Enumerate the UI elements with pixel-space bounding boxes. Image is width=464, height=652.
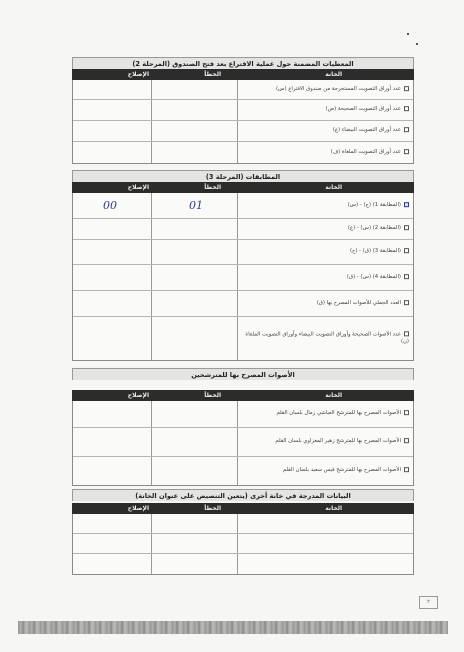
table-row [73, 317, 413, 360]
header-correction: الإصلاح [127, 505, 149, 512]
page-number: ٢ [419, 596, 438, 609]
header-error: الخطأ [204, 505, 221, 512]
table-row [73, 142, 413, 163]
table-row [73, 291, 413, 317]
table-row [73, 100, 413, 121]
row-label: عدد أوراق التصويت الملغاة (ف) [244, 149, 409, 157]
scan-speck [416, 43, 418, 45]
row-label: العدد الجملي للأصوات المصرح بها (ق) [244, 300, 409, 308]
row-label: الأصوات المصرح بها للمترشح زهير المغزاوي بلسان القلم [244, 438, 409, 446]
table-header [72, 182, 414, 193]
row-label: (المطابقة 3) (ق) - (ج) [244, 248, 409, 256]
table-row [73, 401, 413, 428]
row-label: عدد أوراق التصويت البيضاء (ع) [244, 127, 409, 135]
row-label: عدد أوراق التصويت المستخرجة من صندوق الاقتراع (س) [244, 86, 409, 94]
checkbox[interactable] [404, 274, 409, 279]
header-item: الخانة [325, 184, 342, 191]
table-row [73, 80, 413, 100]
table-header [72, 503, 414, 514]
table-row [73, 121, 413, 142]
row-label: الأصوات المصرح بها للمترشح قيس سعيد بلسان القلم [244, 467, 409, 475]
handwritten-correction: 00 [103, 199, 117, 212]
table-stage3 [72, 193, 414, 361]
checkbox[interactable] [404, 300, 409, 305]
section-title-stage2: المعطيات المضمنة حول عملية الاقتراع بعد فتح الصندوق (المرحلة 2) [72, 57, 414, 69]
table-row [73, 240, 413, 265]
scan-artifact-bar [18, 621, 448, 634]
section-title-other: البيانات المدرجة في خانة أخرى (يتعين التنصيص على عنوان الخانة) [72, 489, 414, 501]
checkbox[interactable] [404, 127, 409, 132]
table-row [73, 554, 413, 574]
checkbox[interactable] [404, 106, 409, 111]
row-label: (المطابقة 2) (س) - (ع) [244, 225, 409, 233]
checkbox[interactable] [404, 225, 409, 230]
header-item: الخانة [325, 71, 342, 78]
checkbox[interactable] [404, 149, 409, 154]
table-row [73, 514, 413, 534]
header-correction: الإصلاح [127, 392, 149, 399]
checkbox[interactable] [404, 248, 409, 253]
header-item: الخانة [325, 505, 342, 512]
checkbox-checked[interactable] [404, 202, 409, 207]
table-stage2 [72, 80, 414, 164]
header-item: الخانة [325, 392, 342, 399]
header-error: الخطأ [204, 71, 221, 78]
table-header [72, 69, 414, 80]
scan-speck [407, 33, 409, 35]
header-error: الخطأ [204, 392, 221, 399]
row-label: الأصوات المصرح بها للمترشح العياشي زمال بلسان القلم [244, 410, 409, 418]
header-error: الخطأ [204, 184, 221, 191]
checkbox[interactable] [404, 331, 409, 336]
checkbox[interactable] [404, 410, 409, 415]
table-row [73, 265, 413, 291]
table-row [73, 193, 413, 219]
table-candidates [72, 401, 414, 486]
row-label: (المطابقة 4) (س) - (ق) [244, 274, 409, 282]
row-label: (المطابقة 1) (ج) - (س) [244, 202, 409, 210]
section-title-stage3: المطابقات (المرحلة 3) [72, 170, 414, 182]
header-correction: الإصلاح [127, 184, 149, 191]
table-row [73, 219, 413, 240]
checkbox[interactable] [404, 438, 409, 443]
checkbox[interactable] [404, 86, 409, 91]
table-header [72, 390, 414, 401]
header-correction: الإصلاح [127, 71, 149, 78]
table-row [73, 534, 413, 554]
table-other [72, 514, 414, 575]
table-row [73, 428, 413, 457]
handwritten-error: 01 [189, 199, 203, 212]
row-label: عدد الأصوات الصحيحة وأوراق التصويت البيضاء وأوراق التصويت الملغاة (ن) [245, 330, 409, 345]
row-label: عدد أوراق التصويت الصحيحة (ص) [244, 106, 409, 114]
checkbox[interactable] [404, 467, 409, 472]
section-title-candidates: الأصوات المصرح بها للمترشحين [72, 368, 414, 380]
table-row [73, 457, 413, 485]
